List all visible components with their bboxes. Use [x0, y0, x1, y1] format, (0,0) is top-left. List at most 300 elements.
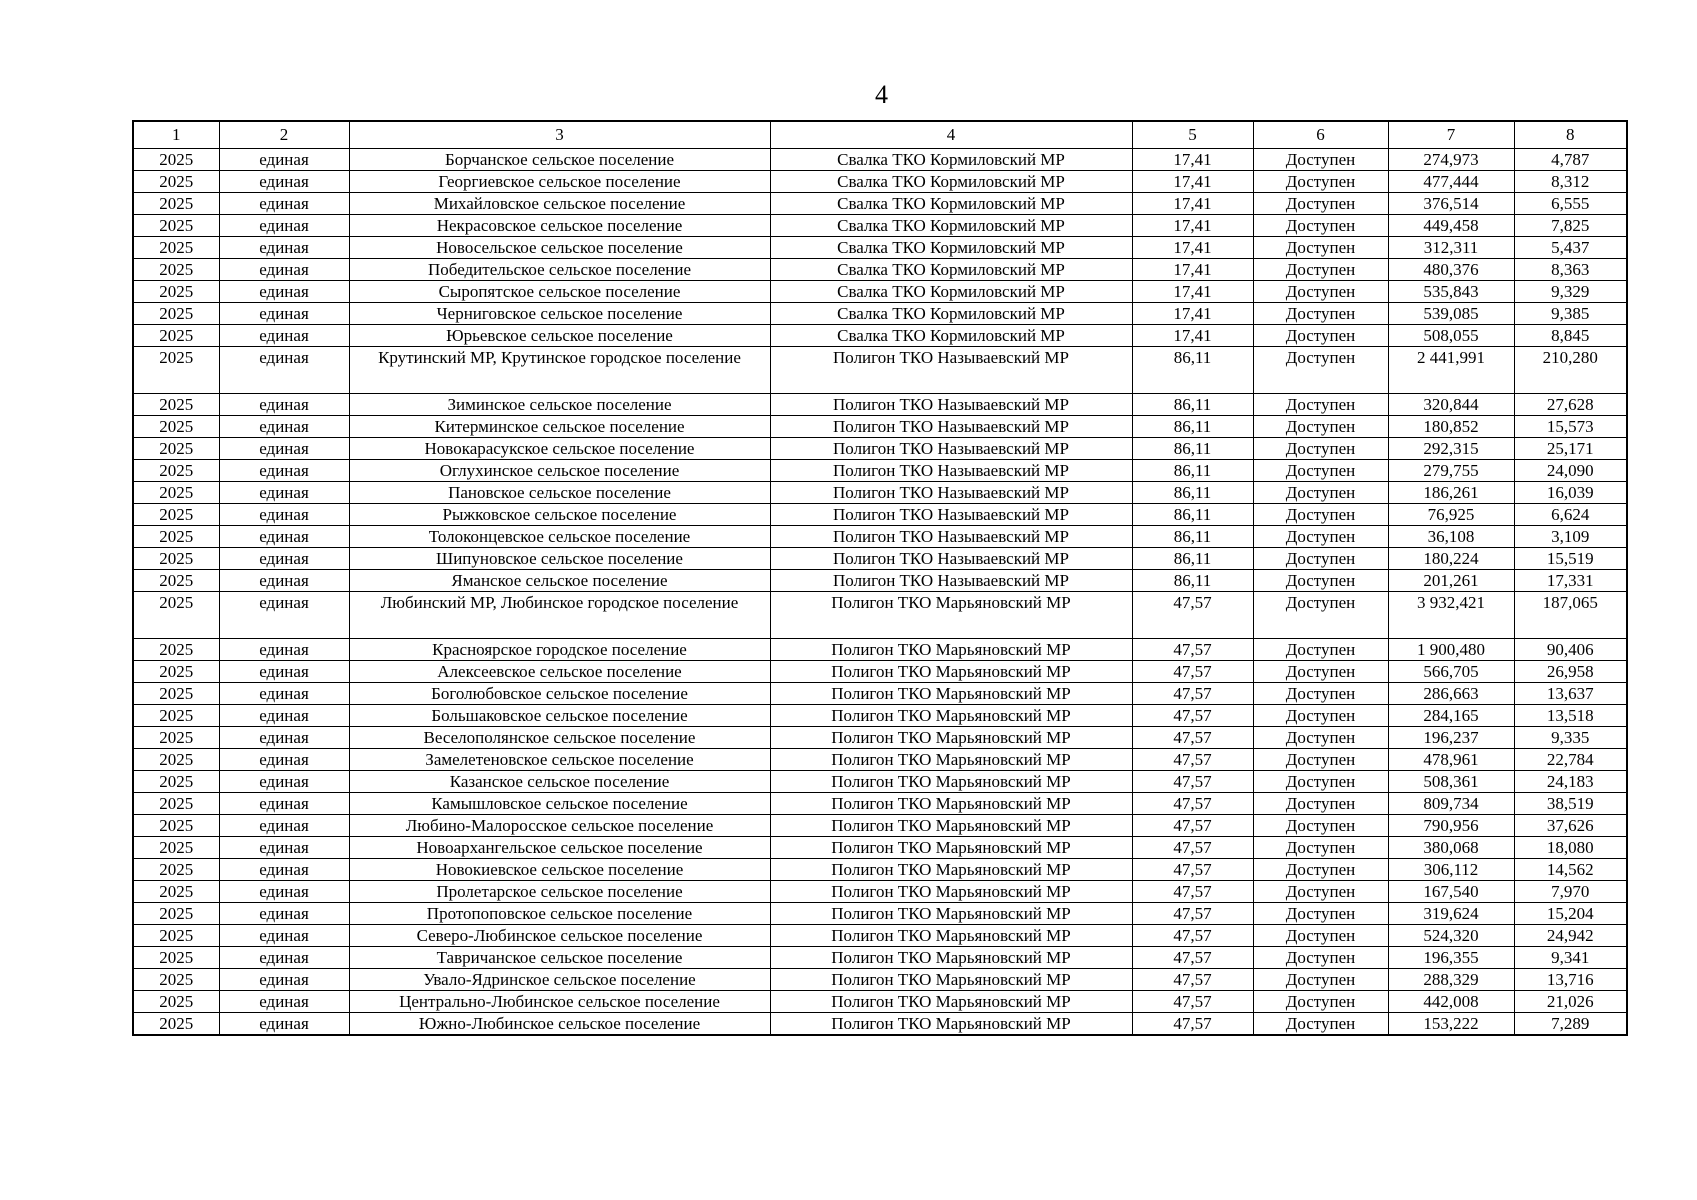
amount-cell: 187,065: [1514, 591, 1627, 638]
settlement-cell: Рыжковское сельское поселение: [349, 503, 770, 525]
year-cell: 2025: [133, 990, 219, 1012]
table-row: [133, 858, 1627, 880]
volume-cell: 508,361: [1388, 770, 1514, 792]
distance-cell: 86,11: [1132, 415, 1253, 437]
settlement-cell: Победительское сельское поселение: [349, 258, 770, 280]
settlement-cell: Новокарасукское сельское поселение: [349, 437, 770, 459]
table-row: [133, 393, 1627, 415]
column-header-6: 6: [1253, 121, 1388, 148]
volume-cell: 449,458: [1388, 214, 1514, 236]
status-cell: Доступен: [1253, 924, 1388, 946]
facility-cell: Полигон ТКО Марьяновский МР: [770, 990, 1132, 1012]
volume-cell: 288,329: [1388, 968, 1514, 990]
settlement-cell: Новокиевское сельское поселение: [349, 858, 770, 880]
tariff-zone-cell: единая: [219, 591, 349, 638]
distance-cell: 47,57: [1132, 638, 1253, 660]
year-cell: 2025: [133, 924, 219, 946]
settlement-cell: Крутинский МР, Крутинское городское поселение: [349, 346, 770, 393]
facility-cell: Полигон ТКО Называевский МР: [770, 346, 1132, 393]
amount-cell: 24,183: [1514, 770, 1627, 792]
distance-cell: 47,57: [1132, 836, 1253, 858]
distance-cell: 47,57: [1132, 704, 1253, 726]
tariff-zone-cell: единая: [219, 503, 349, 525]
amount-cell: 8,845: [1514, 324, 1627, 346]
distance-cell: 47,57: [1132, 591, 1253, 638]
facility-cell: Свалка ТКО Кормиловский МР: [770, 258, 1132, 280]
status-cell: Доступен: [1253, 902, 1388, 924]
status-cell: Доступен: [1253, 836, 1388, 858]
settlement-cell: Протопоповское сельское поселение: [349, 902, 770, 924]
tariff-zone-cell: единая: [219, 569, 349, 591]
settlement-cell: Красноярское городское поселение: [349, 638, 770, 660]
column-header-4: 4: [770, 121, 1132, 148]
facility-cell: Полигон ТКО Марьяновский МР: [770, 638, 1132, 660]
status-cell: Доступен: [1253, 704, 1388, 726]
year-cell: 2025: [133, 968, 219, 990]
column-header-3: 3: [349, 121, 770, 148]
amount-cell: 210,280: [1514, 346, 1627, 393]
settlement-cell: Тавричанское сельское поселение: [349, 946, 770, 968]
amount-cell: 13,716: [1514, 968, 1627, 990]
amount-cell: 6,555: [1514, 192, 1627, 214]
table-row: [133, 726, 1627, 748]
facility-cell: Полигон ТКО Марьяновский МР: [770, 836, 1132, 858]
tariff-zone-cell: единая: [219, 660, 349, 682]
tariff-zone-cell: единая: [219, 836, 349, 858]
tariff-zone-cell: единая: [219, 814, 349, 836]
amount-cell: 14,562: [1514, 858, 1627, 880]
table-row: [133, 682, 1627, 704]
status-cell: Доступен: [1253, 393, 1388, 415]
status-cell: Доступен: [1253, 880, 1388, 902]
volume-cell: 380,068: [1388, 836, 1514, 858]
tariff-zone-cell: единая: [219, 726, 349, 748]
tariff-zone-cell: единая: [219, 1012, 349, 1035]
year-cell: 2025: [133, 236, 219, 258]
amount-cell: 15,519: [1514, 547, 1627, 569]
amount-cell: 9,329: [1514, 280, 1627, 302]
table-row: [133, 1012, 1627, 1035]
page-number: 4: [875, 80, 888, 109]
distance-cell: 47,57: [1132, 814, 1253, 836]
table-row: [133, 302, 1627, 324]
facility-cell: Полигон ТКО Называевский МР: [770, 415, 1132, 437]
tariff-zone-cell: единая: [219, 214, 349, 236]
volume-cell: 180,852: [1388, 415, 1514, 437]
facility-cell: Полигон ТКО Марьяновский МР: [770, 1012, 1132, 1035]
year-cell: 2025: [133, 459, 219, 481]
distance-cell: 17,41: [1132, 302, 1253, 324]
tariff-zone-cell: единая: [219, 704, 349, 726]
amount-cell: 3,109: [1514, 525, 1627, 547]
volume-cell: 566,705: [1388, 660, 1514, 682]
year-cell: 2025: [133, 280, 219, 302]
table-row: [133, 704, 1627, 726]
table-row: [133, 481, 1627, 503]
volume-cell: 180,224: [1388, 547, 1514, 569]
year-cell: 2025: [133, 748, 219, 770]
facility-cell: Полигон ТКО Марьяновский МР: [770, 814, 1132, 836]
distance-cell: 17,41: [1132, 214, 1253, 236]
table-row: [133, 415, 1627, 437]
volume-cell: 809,734: [1388, 792, 1514, 814]
amount-cell: 17,331: [1514, 569, 1627, 591]
settlement-cell: Толоконцевское сельское поселение: [349, 525, 770, 547]
amount-cell: 6,624: [1514, 503, 1627, 525]
table-row: [133, 660, 1627, 682]
tariff-zone-cell: единая: [219, 858, 349, 880]
facility-cell: Полигон ТКО Марьяновский МР: [770, 880, 1132, 902]
table-row: [133, 503, 1627, 525]
settlement-cell: Шипуновское сельское поселение: [349, 547, 770, 569]
distance-cell: 47,57: [1132, 792, 1253, 814]
facility-cell: Полигон ТКО Марьяновский МР: [770, 946, 1132, 968]
tariff-zone-cell: единая: [219, 437, 349, 459]
column-header-1: 1: [133, 121, 219, 148]
facility-cell: Полигон ТКО Марьяновский МР: [770, 902, 1132, 924]
tariff-zone-cell: единая: [219, 393, 349, 415]
facility-cell: Свалка ТКО Кормиловский МР: [770, 170, 1132, 192]
table-row: [133, 792, 1627, 814]
status-cell: Доступен: [1253, 481, 1388, 503]
tariff-zone-cell: единая: [219, 924, 349, 946]
settlement-cell: Веселополянское сельское поселение: [349, 726, 770, 748]
status-cell: Доступен: [1253, 726, 1388, 748]
settlement-cell: Замелетеновское сельское поселение: [349, 748, 770, 770]
amount-cell: 9,385: [1514, 302, 1627, 324]
distance-cell: 47,57: [1132, 1012, 1253, 1035]
year-cell: 2025: [133, 704, 219, 726]
tariff-zone-cell: единая: [219, 148, 349, 170]
year-cell: 2025: [133, 858, 219, 880]
tariff-zone-cell: единая: [219, 459, 349, 481]
amount-cell: 7,289: [1514, 1012, 1627, 1035]
table-row: [133, 459, 1627, 481]
table-row: [133, 902, 1627, 924]
amount-cell: 9,335: [1514, 726, 1627, 748]
status-cell: Доступен: [1253, 346, 1388, 393]
table-row: [133, 148, 1627, 170]
tariff-zone-cell: единая: [219, 792, 349, 814]
year-cell: 2025: [133, 660, 219, 682]
status-cell: Доступен: [1253, 148, 1388, 170]
settlement-cell: Пролетарское сельское поселение: [349, 880, 770, 902]
waste-flow-table: [132, 120, 1628, 1036]
tariff-zone-cell: единая: [219, 682, 349, 704]
volume-cell: 320,844: [1388, 393, 1514, 415]
settlement-cell: Черниговское сельское поселение: [349, 302, 770, 324]
distance-cell: 47,57: [1132, 880, 1253, 902]
distance-cell: 47,57: [1132, 924, 1253, 946]
volume-cell: 477,444: [1388, 170, 1514, 192]
amount-cell: 8,363: [1514, 258, 1627, 280]
status-cell: Доступен: [1253, 437, 1388, 459]
settlement-cell: Зиминское сельское поселение: [349, 393, 770, 415]
table-row: [133, 324, 1627, 346]
tariff-zone-cell: единая: [219, 946, 349, 968]
facility-cell: Свалка ТКО Кормиловский МР: [770, 148, 1132, 170]
tariff-zone-cell: единая: [219, 525, 349, 547]
facility-cell: Полигон ТКО Называевский МР: [770, 503, 1132, 525]
tariff-zone-cell: единая: [219, 258, 349, 280]
distance-cell: 86,11: [1132, 525, 1253, 547]
table-row: [133, 946, 1627, 968]
distance-cell: 17,41: [1132, 280, 1253, 302]
distance-cell: 47,57: [1132, 990, 1253, 1012]
volume-cell: 478,961: [1388, 748, 1514, 770]
year-cell: 2025: [133, 258, 219, 280]
year-cell: 2025: [133, 324, 219, 346]
settlement-cell: Некрасовское сельское поселение: [349, 214, 770, 236]
settlement-cell: Китерминское сельское поселение: [349, 415, 770, 437]
volume-cell: 312,311: [1388, 236, 1514, 258]
header-row: [133, 121, 1627, 148]
table-row: [133, 990, 1627, 1012]
volume-cell: 2 441,991: [1388, 346, 1514, 393]
table-row: [133, 591, 1627, 638]
status-cell: Доступен: [1253, 503, 1388, 525]
volume-cell: 76,925: [1388, 503, 1514, 525]
table-row: [133, 880, 1627, 902]
amount-cell: 22,784: [1514, 748, 1627, 770]
amount-cell: 7,825: [1514, 214, 1627, 236]
distance-cell: 86,11: [1132, 393, 1253, 415]
settlement-cell: Георгиевское сельское поселение: [349, 170, 770, 192]
facility-cell: Полигон ТКО Называевский МР: [770, 547, 1132, 569]
table-row: [133, 346, 1627, 393]
year-cell: 2025: [133, 214, 219, 236]
year-cell: 2025: [133, 814, 219, 836]
distance-cell: 47,57: [1132, 770, 1253, 792]
volume-cell: 279,755: [1388, 459, 1514, 481]
tariff-zone-cell: единая: [219, 902, 349, 924]
status-cell: Доступен: [1253, 770, 1388, 792]
table-row: [133, 770, 1627, 792]
facility-cell: Полигон ТКО Марьяновский МР: [770, 968, 1132, 990]
distance-cell: 47,57: [1132, 748, 1253, 770]
amount-cell: 7,970: [1514, 880, 1627, 902]
table-row: [133, 968, 1627, 990]
year-cell: 2025: [133, 946, 219, 968]
amount-cell: 90,406: [1514, 638, 1627, 660]
distance-cell: 17,41: [1132, 148, 1253, 170]
facility-cell: Полигон ТКО Марьяновский МР: [770, 591, 1132, 638]
settlement-cell: Яманское сельское поселение: [349, 569, 770, 591]
status-cell: Доступен: [1253, 748, 1388, 770]
year-cell: 2025: [133, 591, 219, 638]
distance-cell: 17,41: [1132, 236, 1253, 258]
facility-cell: Свалка ТКО Кормиловский МР: [770, 324, 1132, 346]
facility-cell: Полигон ТКО Марьяновский МР: [770, 858, 1132, 880]
status-cell: Доступен: [1253, 682, 1388, 704]
column-header-5: 5: [1132, 121, 1253, 148]
distance-cell: 47,57: [1132, 902, 1253, 924]
settlement-cell: Казанское сельское поселение: [349, 770, 770, 792]
year-cell: 2025: [133, 770, 219, 792]
distance-cell: 86,11: [1132, 503, 1253, 525]
amount-cell: 5,437: [1514, 236, 1627, 258]
year-cell: 2025: [133, 726, 219, 748]
distance-cell: 17,41: [1132, 192, 1253, 214]
year-cell: 2025: [133, 902, 219, 924]
amount-cell: 4,787: [1514, 148, 1627, 170]
year-cell: 2025: [133, 525, 219, 547]
volume-cell: 274,973: [1388, 148, 1514, 170]
status-cell: Доступен: [1253, 415, 1388, 437]
volume-cell: 524,320: [1388, 924, 1514, 946]
amount-cell: 21,026: [1514, 990, 1627, 1012]
table-row: [133, 525, 1627, 547]
volume-cell: 319,624: [1388, 902, 1514, 924]
settlement-cell: Центрально-Любинское сельское поселение: [349, 990, 770, 1012]
tariff-zone-cell: единая: [219, 346, 349, 393]
volume-cell: 286,663: [1388, 682, 1514, 704]
volume-cell: 36,108: [1388, 525, 1514, 547]
distance-cell: 47,57: [1132, 858, 1253, 880]
facility-cell: Полигон ТКО Марьяновский МР: [770, 748, 1132, 770]
status-cell: Доступен: [1253, 638, 1388, 660]
status-cell: Доступен: [1253, 525, 1388, 547]
distance-cell: 47,57: [1132, 968, 1253, 990]
facility-cell: Полигон ТКО Марьяновский МР: [770, 660, 1132, 682]
distance-cell: 86,11: [1132, 547, 1253, 569]
facility-cell: Полигон ТКО Марьяновский МР: [770, 792, 1132, 814]
amount-cell: 16,039: [1514, 481, 1627, 503]
facility-cell: Полигон ТКО Называевский МР: [770, 525, 1132, 547]
year-cell: 2025: [133, 302, 219, 324]
year-cell: 2025: [133, 792, 219, 814]
status-cell: Доступен: [1253, 591, 1388, 638]
settlement-cell: Увало-Ядринское сельское поселение: [349, 968, 770, 990]
tariff-zone-cell: единая: [219, 748, 349, 770]
distance-cell: 86,11: [1132, 437, 1253, 459]
year-cell: 2025: [133, 481, 219, 503]
volume-cell: 3 932,421: [1388, 591, 1514, 638]
amount-cell: 13,637: [1514, 682, 1627, 704]
facility-cell: Полигон ТКО Марьяновский МР: [770, 770, 1132, 792]
amount-cell: 24,090: [1514, 459, 1627, 481]
settlement-cell: Сыропятское сельское поселение: [349, 280, 770, 302]
status-cell: Доступен: [1253, 990, 1388, 1012]
status-cell: Доступен: [1253, 302, 1388, 324]
facility-cell: Свалка ТКО Кормиловский МР: [770, 302, 1132, 324]
year-cell: 2025: [133, 437, 219, 459]
distance-cell: 47,57: [1132, 660, 1253, 682]
volume-cell: 167,540: [1388, 880, 1514, 902]
settlement-cell: Юрьевское сельское поселение: [349, 324, 770, 346]
status-cell: Доступен: [1253, 968, 1388, 990]
table-body: [133, 148, 1627, 1035]
volume-cell: 196,237: [1388, 726, 1514, 748]
status-cell: Доступен: [1253, 280, 1388, 302]
amount-cell: 15,573: [1514, 415, 1627, 437]
amount-cell: 25,171: [1514, 437, 1627, 459]
facility-cell: Полигон ТКО Называевский МР: [770, 569, 1132, 591]
status-cell: Доступен: [1253, 660, 1388, 682]
year-cell: 2025: [133, 547, 219, 569]
tariff-zone-cell: единая: [219, 990, 349, 1012]
settlement-cell: Любинский МР, Любинское городское поселение: [349, 591, 770, 638]
tariff-zone-cell: единая: [219, 968, 349, 990]
distance-cell: 86,11: [1132, 481, 1253, 503]
tariff-zone-cell: единая: [219, 638, 349, 660]
volume-cell: 1 900,480: [1388, 638, 1514, 660]
status-cell: Доступен: [1253, 946, 1388, 968]
table-row: [133, 236, 1627, 258]
status-cell: Доступен: [1253, 236, 1388, 258]
distance-cell: 17,41: [1132, 170, 1253, 192]
settlement-cell: Южно-Любинское сельское поселение: [349, 1012, 770, 1035]
distance-cell: 17,41: [1132, 258, 1253, 280]
tariff-zone-cell: единая: [219, 415, 349, 437]
tariff-zone-cell: единая: [219, 170, 349, 192]
table-row: [133, 814, 1627, 836]
amount-cell: 18,080: [1514, 836, 1627, 858]
status-cell: Доступен: [1253, 214, 1388, 236]
year-cell: 2025: [133, 638, 219, 660]
distance-cell: 86,11: [1132, 459, 1253, 481]
status-cell: Доступен: [1253, 1012, 1388, 1035]
amount-cell: 9,341: [1514, 946, 1627, 968]
status-cell: Доступен: [1253, 324, 1388, 346]
settlement-cell: Любино-Малоросское сельское поселение: [349, 814, 770, 836]
table-row: [133, 214, 1627, 236]
distance-cell: 47,57: [1132, 726, 1253, 748]
volume-cell: 153,222: [1388, 1012, 1514, 1035]
tariff-zone-cell: единая: [219, 547, 349, 569]
volume-cell: 292,315: [1388, 437, 1514, 459]
status-cell: Доступен: [1253, 547, 1388, 569]
facility-cell: Полигон ТКО Марьяновский МР: [770, 704, 1132, 726]
settlement-cell: Новоархангельское сельское поселение: [349, 836, 770, 858]
year-cell: 2025: [133, 170, 219, 192]
volume-cell: 535,843: [1388, 280, 1514, 302]
status-cell: Доступен: [1253, 858, 1388, 880]
year-cell: 2025: [133, 682, 219, 704]
year-cell: 2025: [133, 880, 219, 902]
settlement-cell: Алексеевское сельское поселение: [349, 660, 770, 682]
year-cell: 2025: [133, 836, 219, 858]
year-cell: 2025: [133, 346, 219, 393]
facility-cell: Полигон ТКО Марьяновский МР: [770, 726, 1132, 748]
volume-cell: 376,514: [1388, 192, 1514, 214]
year-cell: 2025: [133, 569, 219, 591]
table-row: [133, 924, 1627, 946]
volume-cell: 539,085: [1388, 302, 1514, 324]
tariff-zone-cell: единая: [219, 192, 349, 214]
table-row: [133, 569, 1627, 591]
year-cell: 2025: [133, 192, 219, 214]
table-row: [133, 258, 1627, 280]
tariff-zone-cell: единая: [219, 481, 349, 503]
amount-cell: 27,628: [1514, 393, 1627, 415]
year-cell: 2025: [133, 503, 219, 525]
amount-cell: 26,958: [1514, 660, 1627, 682]
volume-cell: 442,008: [1388, 990, 1514, 1012]
table-row: [133, 638, 1627, 660]
table-row: [133, 836, 1627, 858]
column-header-8: 8: [1514, 121, 1627, 148]
distance-cell: 86,11: [1132, 569, 1253, 591]
tariff-zone-cell: единая: [219, 280, 349, 302]
status-cell: Доступен: [1253, 170, 1388, 192]
year-cell: 2025: [133, 1012, 219, 1035]
settlement-cell: Михайловское сельское поселение: [349, 192, 770, 214]
table-row: [133, 280, 1627, 302]
volume-cell: 306,112: [1388, 858, 1514, 880]
amount-cell: 13,518: [1514, 704, 1627, 726]
settlement-cell: Новосельское сельское поселение: [349, 236, 770, 258]
